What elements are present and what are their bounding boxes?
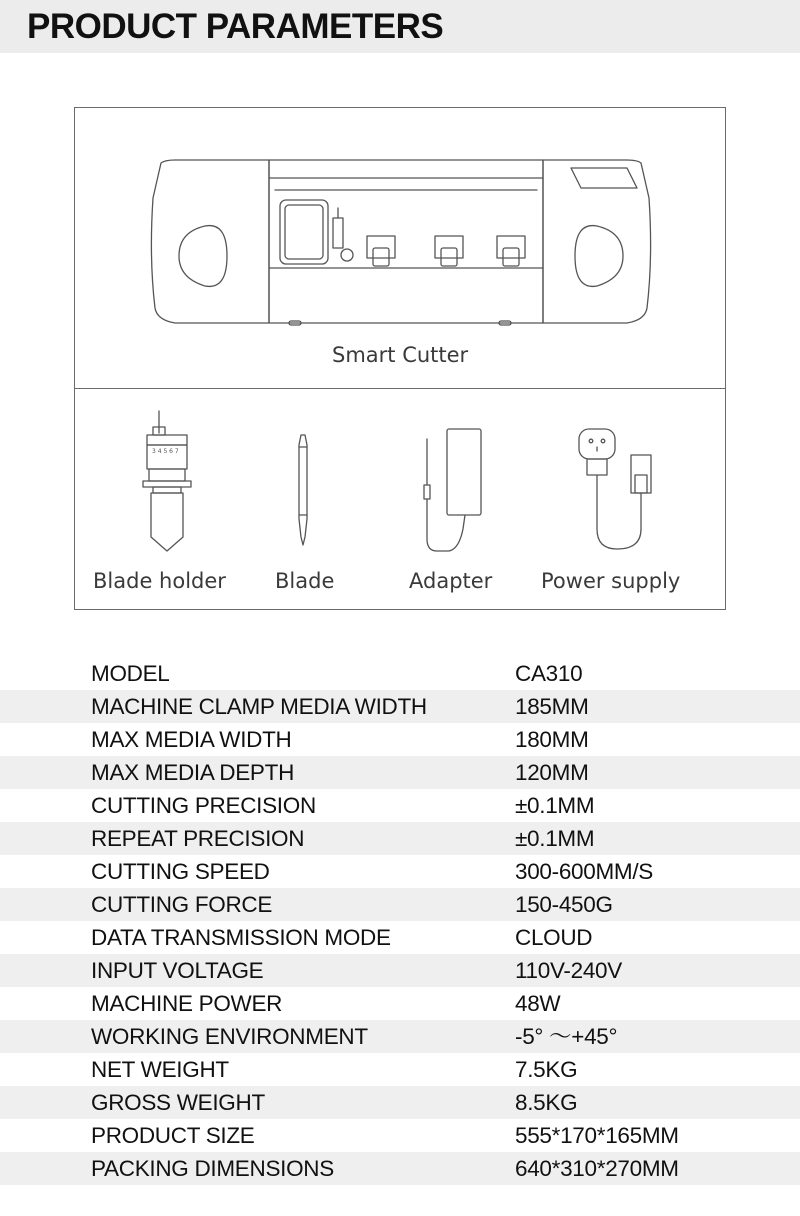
spec-table [0,657,800,1185]
spec-value: 640*310*270MM [515,1156,679,1181]
spec-value: ±0.1MM [515,793,595,818]
page-header [0,0,800,53]
spec-key: PACKING DIMENSIONS [91,1156,334,1181]
spec-row [0,789,800,822]
spec-key: MACHINE POWER [91,991,283,1016]
accessory-label-blade: Blade [275,569,335,593]
spec-value: ±0.1MM [515,826,595,851]
spec-value: 300-600MM/S [515,859,654,884]
spec-value: 48W [515,991,561,1016]
spec-row [0,954,800,987]
spec-key: MODEL [91,661,170,686]
spec-key: GROSS WEIGHT [91,1090,265,1115]
spec-value: 110V-240V [515,958,622,983]
spec-row [0,1152,800,1185]
spec-value: CA310 [515,661,583,686]
spec-row [0,1119,800,1152]
spec-value: 8.5KG [515,1090,578,1115]
spec-row [0,1020,800,1053]
spec-key: INPUT VOLTAGE [91,958,264,983]
spec-value: 120MM [515,760,589,785]
spec-key: DATA TRANSMISSION MODE [91,925,391,950]
spec-value: CLOUD [515,925,593,950]
spec-value: 7.5KG [515,1057,578,1082]
accessory-label-adapter: Adapter [409,569,493,593]
product-image-box [74,107,726,390]
spec-value: 185MM [515,694,589,719]
blade-holder-scale-text: 3 4 5 6 7 [152,448,179,455]
spec-value: 555*170*165MM [515,1123,679,1148]
spec-key: CUTTING SPEED [91,859,270,884]
blade-icon [299,435,307,545]
accessories-box [74,388,726,610]
adapter-icon [424,429,481,551]
spec-value: 150-450G [515,892,613,917]
spec-key: CUTTING PRECISION [91,793,316,818]
spec-key: MAX MEDIA DEPTH [91,760,295,785]
spec-row [0,888,800,921]
spec-value: 180MM [515,727,589,752]
spec-row [0,723,800,756]
power-cord-icon [579,429,651,549]
spec-key: MAX MEDIA WIDTH [91,727,292,752]
blade-holder-icon [143,411,191,551]
spec-row [0,756,800,789]
spec-key: PRODUCT SIZE [91,1123,255,1148]
spec-row [0,657,800,690]
spec-row [0,690,800,723]
spec-row [0,1086,800,1119]
spec-row [0,855,800,888]
spec-key: MACHINE CLAMP MEDIA WIDTH [91,694,427,719]
page-title: PRODUCT PARAMETERS [27,7,444,46]
spec-row [0,987,800,1020]
accessory-label-blade-holder: Blade holder [93,569,226,593]
spec-key: WORKING ENVIRONMENT [91,1024,368,1049]
spec-value: -5° ～+45° [515,1024,618,1049]
spec-row [0,822,800,855]
spec-key: REPEAT PRECISION [91,826,305,851]
spec-key: CUTTING FORCE [91,892,273,917]
spec-key: NET WEIGHT [91,1057,229,1082]
spec-row [0,1053,800,1086]
product-caption: Smart Cutter [332,343,469,367]
spec-row [0,921,800,954]
accessory-label-power-supply: Power supply [541,569,681,593]
